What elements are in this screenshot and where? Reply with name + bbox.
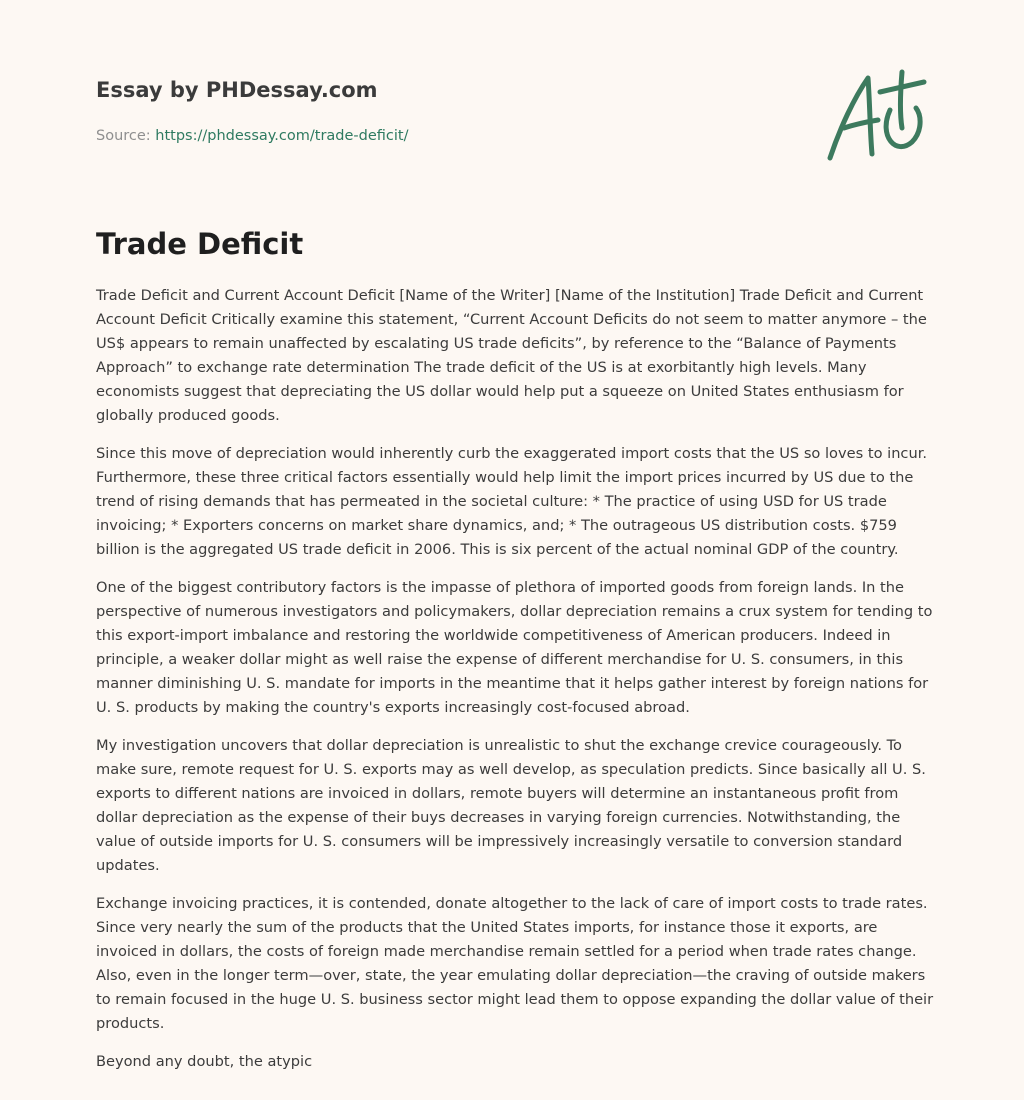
source-line — [96, 126, 796, 146]
source-label: Source: — [96, 128, 151, 144]
essay-body — [96, 284, 936, 1088]
essay-paragraph: My investigation uncovers that dollar depreciation is unrealistic to shut the exchange crevice courageously. To make sure, remote request for U. S. exports may as well develop, as speculation predicts. Since basically all U. S. exports to different nations are invoiced in dollars, remote buyers will determine an instantaneous profit from dollar depreciation as the expense of their buys decreases in varying foreign currencies. Notwithstanding, the value of outside imports for U. S. consumers will be impressively increasingly versatile to conversion standard updates. — [96, 737, 926, 874]
essay-paragraph: One of the biggest contributory factors is the impasse of plethora of imported goods from foreign lands. In the perspective of numerous investigators and policymakers, dollar depreciation remains a crux system for tending to this export-import imbalance and restoring the worldwide competitiveness of American producers. Indeed in principle, a weaker dollar might as well raise the expense of different merchandise for U. S. consumers, in this manner diminishing U. S. mandate for imports in the meantime that it helps gather interest by foreign nations for U. S. products by making the country's exports increasingly cost-focused abroad. — [96, 579, 933, 716]
brand-title: Essay by PHDessay.com — [96, 78, 378, 102]
essay-paragraph: Trade Deficit and Current Account Deficit [Name of the Writer] [Name of the Institution] Trade Deficit and Current Account Deficit Critically examine this statement, “Current Account Deficits do not seem to matter anymore – the US$ appears to remain unaffected by escalating US trade deficits”, by reference to the “Balance of Payments Approach” to exchange rate determination The trade deficit of the US is at exorbitantly high levels. Many economists suggest that depreciating the US dollar would help put a squeeze on United States enthusiasm for globally produced goods. — [96, 287, 927, 424]
a-plus-grade-icon — [820, 66, 930, 166]
source-link[interactable]: https://phdessay.com/trade-deficit/ — [155, 128, 409, 144]
essay-paragraph: Beyond any doubt, the atypic — [96, 1053, 313, 1070]
site-header — [96, 76, 796, 146]
essay-title: Trade Deficit — [96, 227, 304, 261]
essay-paragraph: Exchange invoicing practices, it is contended, donate altogether to the lack of care of import costs to trade rates. Since very nearly the sum of the products that the United States imports, for instance those it exports, are invoiced in dollars, the costs of foreign made merchandise remain settled for a period when trade rates change. Also, even in the longer term—over, state, the year emulating dollar depreciation—the craving of outside makers to remain focused in the huge U. S. business sector might lead them to oppose expanding the dollar value of their products. — [96, 895, 934, 1032]
essay-paragraph: Since this move of depreciation would inherently curb the exaggerated import costs that the US so loves to incur. Furthermore, these three critical factors essentially would help limit the import prices incurred by US due to the trend of rising demands that has permeated in the societal culture: * The practice of using USD for US trade invoicing; * Exporters concerns on market share dynamics, and; * The outrageous US distribution costs. $759 billion is the aggregated US trade deficit in 2006. This is six percent of the actual nominal GDP of the country. — [96, 445, 928, 558]
